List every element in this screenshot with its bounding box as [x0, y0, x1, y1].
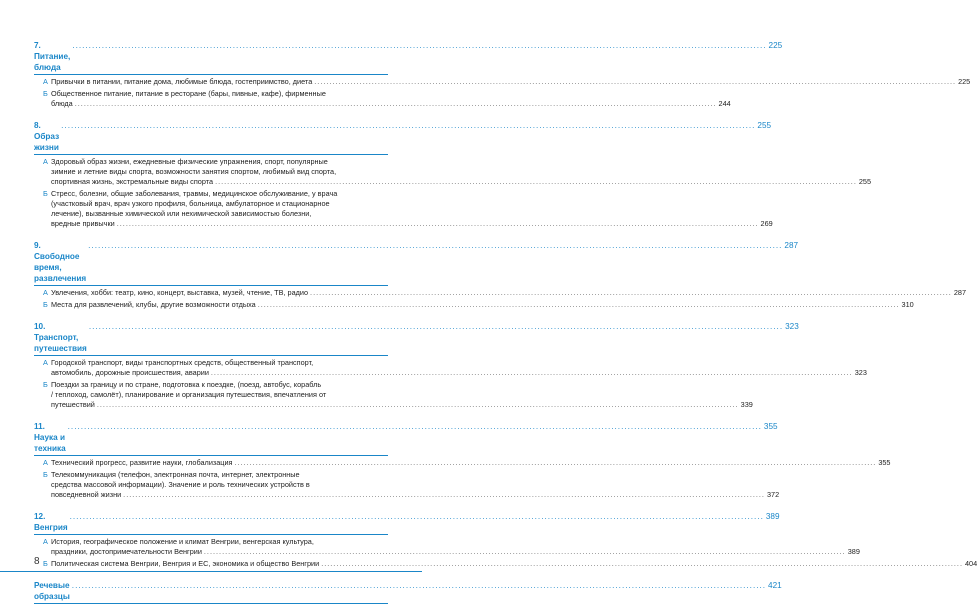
dot-leader	[89, 321, 783, 332]
dot-leader	[97, 400, 739, 410]
entry-text-line: блюда	[51, 99, 73, 108]
toc-entry[interactable]	[43, 380, 753, 410]
entry-text-line: лечение), вызванные химической или нехимической зависимостью болезни,	[51, 209, 312, 218]
entry-letter: Б	[43, 470, 48, 479]
entry-page: 323	[854, 368, 867, 377]
entry-text-line: вредные привычки	[51, 219, 115, 228]
entry-letter: А	[43, 537, 48, 546]
dot-leader	[215, 177, 857, 187]
dot-leader	[72, 40, 766, 51]
toc-entry[interactable]	[43, 537, 860, 557]
toc-entry[interactable]	[43, 189, 773, 229]
toc-section	[34, 511, 977, 569]
section-page: 323	[785, 322, 799, 331]
dot-leader	[68, 421, 762, 432]
section-title: 7. Питание, блюда	[34, 41, 71, 72]
dot-leader	[235, 458, 877, 468]
entry-text-line: Технический прогресс, развитие науки, глобализация	[51, 458, 233, 467]
entry-page: 244	[718, 99, 731, 108]
entry-text-line: Стресс, болезни, общие заболевания, травмы, медицинское обслуживание, у врача	[51, 189, 338, 198]
dot-leader	[70, 511, 764, 522]
toc-entry[interactable]	[43, 300, 914, 310]
entry-letter: Б	[43, 89, 48, 98]
entry-letter: А	[43, 77, 48, 86]
toc-entry[interactable]	[43, 470, 780, 500]
entry-text-line: путешествий	[51, 400, 95, 409]
section-heading[interactable]	[34, 40, 783, 75]
toc-section	[34, 120, 872, 229]
section-title: 9. Свободное время, развлечения	[34, 241, 87, 283]
section-title: 11. Наука и техника	[34, 422, 66, 453]
section-title: Речевые образцы	[34, 581, 70, 601]
toc-section	[34, 580, 782, 604]
entry-text-line: Городской транспорт, виды транспортных средств, общественный транспорт,	[51, 358, 314, 367]
section-title: 10. Транспорт, путешествия	[34, 322, 87, 353]
toc-entry[interactable]	[43, 89, 731, 109]
toc-entry[interactable]	[43, 358, 867, 378]
entry-text-line: праздники, достопримечательности Венгрии	[51, 547, 202, 556]
entry-text-line: повседневной жизни	[51, 490, 122, 499]
entry-page: 404	[964, 559, 977, 568]
entry-text-line: История, географическое положение и климат Венгрии, венгерская культура,	[51, 537, 314, 546]
entry-letter: Б	[43, 300, 48, 309]
entry-text-line: Общественное питание, питание в ресторане (бары, пивные, кафе), фирменные	[51, 89, 326, 98]
toc-section	[34, 240, 967, 310]
section-page: 421	[768, 581, 782, 590]
dot-leader	[310, 288, 952, 298]
toc-entry[interactable]	[43, 157, 872, 187]
section-page: 255	[757, 121, 772, 130]
footer-rule	[0, 571, 422, 572]
entry-text-line: / теплоход, самолёт), планирование и организация путешествия, впечатления от	[51, 390, 327, 399]
section-heading[interactable]	[34, 120, 772, 155]
dot-leader	[88, 240, 782, 251]
entry-page: 372	[766, 490, 780, 499]
dot-leader	[258, 300, 900, 310]
entry-letter: А	[43, 358, 48, 367]
entry-letter: А	[43, 458, 48, 467]
dot-leader	[117, 219, 759, 229]
toc-entry[interactable]	[43, 559, 977, 569]
dot-leader	[75, 99, 717, 109]
toc-section	[34, 40, 971, 109]
section-heading[interactable]	[34, 321, 799, 356]
entry-text-line: средства массовой информации). Значение и роль технических устройств в	[51, 480, 310, 489]
entry-page: 287	[953, 288, 967, 297]
section-heading[interactable]	[34, 580, 782, 604]
dot-leader	[204, 547, 846, 557]
entry-page: 339	[740, 400, 753, 409]
entry-page: 355	[878, 458, 891, 467]
dot-leader	[211, 368, 853, 378]
entry-letter: А	[43, 288, 48, 297]
toc-entry[interactable]	[43, 288, 967, 298]
entry-letter: А	[43, 157, 48, 166]
toc-section	[34, 421, 891, 500]
entry-text-line: Поездки за границу и по стране, подготовка к поездке, (поезд, автобус, корабль	[51, 380, 322, 389]
entry-page: 255	[858, 177, 872, 186]
section-page: 287	[784, 241, 799, 250]
toc-entry[interactable]	[43, 77, 971, 87]
entry-page: 225	[958, 77, 971, 86]
entry-text-line: Телекоммуникация (телефон, электронная почта, интернет, электронные	[51, 470, 300, 479]
section-title: 8. Образ жизни	[34, 121, 60, 152]
dot-leader	[314, 77, 956, 87]
page-number: 8	[34, 556, 40, 567]
section-page: 225	[768, 41, 783, 50]
entry-page: 310	[901, 300, 914, 309]
entry-text-line: автомобиль, дорожные происшествия, аварии	[51, 368, 209, 377]
entry-letter: Б	[43, 559, 48, 568]
entry-text-line: спортивная жизнь, экстремальные виды спорта	[51, 177, 214, 186]
table-of-contents	[34, 40, 977, 615]
dot-leader	[123, 490, 765, 500]
entry-text-line: Увлечения, хобби: театр, кино, концерт, выставка, музей, чтение, ТВ, радио	[51, 288, 309, 297]
entry-letter: Б	[43, 380, 48, 389]
entry-page: 269	[760, 219, 773, 228]
section-heading[interactable]	[34, 421, 778, 456]
section-page: 355	[763, 422, 778, 431]
entry-letter: Б	[43, 189, 48, 198]
entry-text-line: Места для развлечений, клубы, другие возможности отдыха	[51, 300, 256, 309]
dot-leader	[321, 559, 963, 569]
section-title: 12. Венгрия	[34, 512, 68, 532]
entry-text-line: (участковый врач, врач узкого профиля, больница, амбулаторное и стационарное	[51, 199, 330, 208]
section-heading[interactable]	[34, 511, 780, 535]
entry-text-line: Политическая система Венгрии, Венгрия и ЕС, экономика и общество Венгрии	[51, 559, 320, 568]
entry-text-line: Здоровый образ жизни, ежедневные физические упражнения, спорт, популярные	[51, 157, 328, 166]
toc-section	[34, 321, 867, 410]
section-page: 389	[765, 512, 780, 521]
entry-text-line: зимние и летние виды спорта, возможности занятия спортом, любимый вид спорта,	[51, 167, 337, 176]
dot-leader	[61, 120, 755, 131]
entry-page: 389	[847, 547, 860, 556]
section-heading[interactable]	[34, 240, 799, 286]
entry-text-line: Привычки в питании, питание дома, любимые блюда, гостеприимство, диета	[51, 77, 313, 86]
dot-leader	[72, 580, 766, 591]
toc-entry[interactable]	[43, 458, 891, 468]
